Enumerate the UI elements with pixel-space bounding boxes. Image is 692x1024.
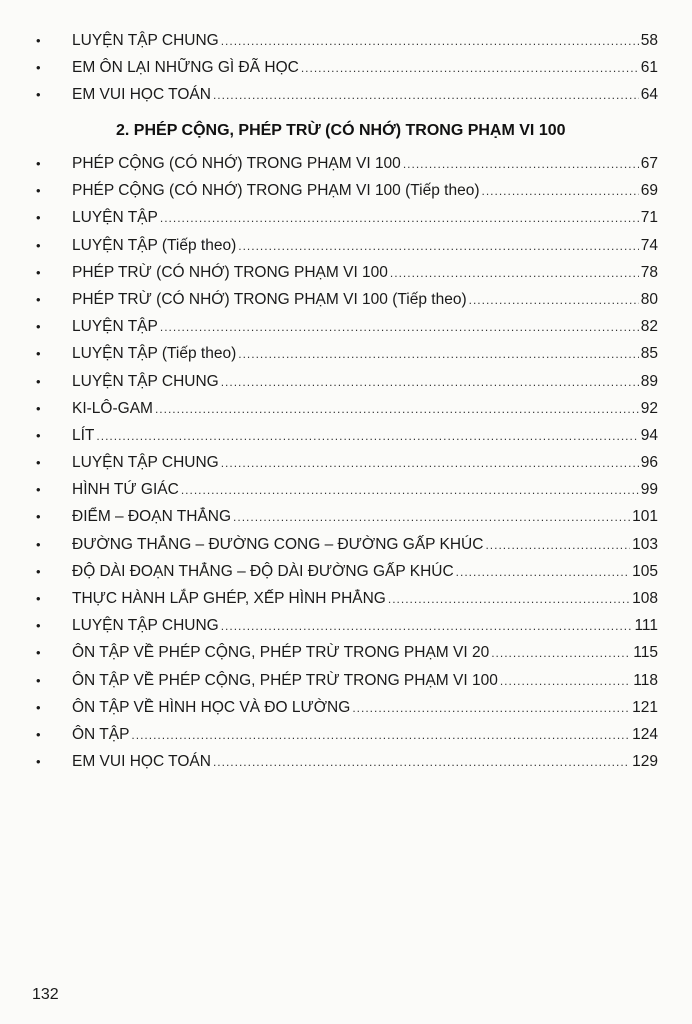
toc-entry-title: PHÉP TRỪ (CÓ NHỚ) TRONG PHẠM VI 100 [72, 263, 388, 281]
page-number: 132 [32, 986, 59, 1003]
toc-entry-title: LUYỆN TẬP CHUNG [72, 454, 219, 472]
toc-entry [36, 563, 658, 590]
bullet-icon: • [36, 373, 41, 389]
toc-entry-title: LUYỆN TẬP [72, 209, 158, 227]
toc-entry-title: KI-LÔ-GAM [72, 399, 153, 417]
bullet-icon: • [36, 509, 41, 525]
bullet-icon: • [36, 455, 41, 471]
bullet-icon: • [36, 427, 41, 443]
dot-leader [485, 538, 630, 552]
dot-leader [469, 293, 639, 307]
toc-entry-title: EM VUI HỌC TOÁN [72, 753, 211, 771]
dot-leader [213, 88, 639, 102]
bullet-icon: • [36, 156, 41, 171]
toc-entry-page: 103 [632, 535, 658, 553]
toc-entry-page: 108 [632, 590, 658, 607]
toc-entry [36, 291, 658, 318]
toc-entry-title: ĐƯỜNG THẲNG – ĐƯỜNG CONG – ĐƯỜNG GẤP KHÚC [72, 535, 484, 553]
toc-entry [36, 590, 658, 617]
dot-leader [160, 211, 639, 225]
toc-entry-page: 89 [640, 372, 658, 390]
dot-leader [221, 34, 639, 48]
toc-entry-page: 129 [632, 753, 658, 771]
toc-entry-page: 85 [640, 345, 658, 363]
toc-entry-title: ÔN TẬP VỀ PHÉP CỘNG, PHÉP TRỪ TRONG PHẠM VI 20 [72, 644, 490, 662]
dot-leader [301, 61, 639, 75]
toc-entry [36, 32, 658, 59]
toc-entry-page: 92 [640, 399, 658, 417]
toc-entry [36, 427, 658, 454]
dot-leader [390, 266, 639, 280]
dot-leader [221, 456, 639, 470]
dot-leader [155, 402, 639, 416]
toc-entry [36, 481, 658, 508]
toc-entry-title: PHÉP TRỪ (CÓ NHỚ) TRONG PHẠM VI 100 (Tiếp theo) [72, 290, 467, 308]
dot-leader [500, 674, 631, 688]
toc-entry-title: LUYỆN TẬP CHUNG [72, 372, 219, 390]
toc-entry-title: ĐỘ DÀI ĐOẠN THẲNG – ĐỘ DÀI ĐƯỜNG GẤP KHÚC [72, 562, 454, 580]
toc-entry-title: ĐIỂM – ĐOẠN THẲNG [72, 508, 232, 526]
toc-entry-page: 111 [634, 617, 658, 635]
dot-leader [221, 375, 639, 389]
toc-entry [36, 400, 658, 427]
bullet-icon: • [36, 536, 41, 552]
toc-entry-page: 99 [640, 481, 658, 499]
toc-entry-page: 80 [640, 290, 658, 308]
toc-entry [36, 318, 658, 345]
bullet-icon: • [36, 754, 41, 770]
toc-entry-title: LUYỆN TẬP (Tiếp theo) [72, 236, 237, 254]
bullet-icon: • [36, 563, 41, 579]
bullet-icon: • [36, 699, 41, 715]
dot-leader [352, 701, 630, 715]
toc-entry-title: PHÉP CỘNG (CÓ NHỚ) TRONG PHẠM VI 100 [72, 155, 401, 172]
toc-entry-title: ÔN TẬP [72, 725, 130, 743]
toc-entry-title: ÔN TẬP VỀ PHÉP CỘNG, PHÉP TRỪ TRONG PHẠM VI 100 [72, 671, 498, 689]
toc-entry-page: 74 [640, 236, 658, 254]
dot-leader [131, 728, 630, 742]
dot-leader [238, 347, 638, 361]
toc-entry [36, 182, 658, 209]
toc-entry-page: 96 [640, 454, 658, 472]
toc-entry [36, 672, 658, 699]
toc-entry [36, 155, 658, 182]
bullet-icon: • [36, 33, 41, 48]
section-heading: 2. PHÉP CỘNG, PHÉP TRỪ (CÓ NHỚ) TRONG PHẠM VI 100 [116, 122, 566, 139]
toc-entry-title: PHÉP CỘNG (CÓ NHỚ) TRONG PHẠM VI 100 (Tiếp theo) [72, 182, 480, 200]
toc-entry-title: LUYỆN TẬP CHUNG [72, 32, 219, 49]
dot-leader [388, 592, 630, 606]
dot-leader [96, 429, 638, 443]
toc-entry-page: 58 [640, 32, 658, 49]
bullet-icon: • [36, 210, 41, 226]
dot-leader [238, 239, 638, 253]
toc-entry-page: 69 [640, 182, 658, 200]
toc-entry [36, 345, 658, 372]
toc-entry-title: HÌNH TỨ GIÁC [72, 481, 179, 499]
toc-entry-title: LUYỆN TẬP CHUNG [72, 617, 219, 635]
toc-entry-page: 105 [632, 562, 658, 580]
toc-entry-page: 71 [640, 209, 658, 227]
bullet-icon: • [36, 319, 41, 335]
toc-entry-page: 82 [640, 318, 658, 336]
toc-entry-title: ÔN TẬP VỀ HÌNH HỌC VÀ ĐO LƯỜNG [72, 698, 351, 716]
toc-entry-page: 64 [640, 86, 658, 104]
toc-list-main [36, 155, 658, 780]
dot-leader [481, 184, 638, 198]
toc-entry [36, 536, 658, 563]
toc-entry [36, 726, 658, 753]
toc-entry-page: 115 [633, 644, 658, 662]
dot-leader [491, 646, 631, 660]
toc-entry-title: EM ÔN LẠI NHỮNG GÌ ĐÃ HỌC [72, 59, 299, 77]
bullet-icon: • [36, 618, 41, 634]
toc-entry-page: 67 [640, 155, 658, 172]
bullet-icon: • [36, 237, 41, 253]
toc-entry [36, 237, 658, 264]
toc-list-top [36, 32, 658, 114]
toc-entry-title: LUYỆN TẬP [72, 318, 158, 336]
bullet-icon: • [36, 87, 41, 103]
bullet-icon: • [36, 591, 41, 606]
bullet-icon: • [36, 264, 41, 280]
toc-entry [36, 644, 658, 671]
toc-entry-title: LÍT [72, 426, 95, 444]
toc-entry-page: 94 [640, 426, 658, 444]
toc-entry-page: 61 [640, 59, 658, 77]
bullet-icon: • [36, 482, 41, 498]
dot-leader [456, 565, 630, 579]
toc-entry-title: EM VUI HỌC TOÁN [72, 86, 211, 104]
toc-entry [36, 617, 658, 644]
toc-entry-title: THỰC HÀNH LẮP GHÉP, XẾP HÌNH PHẲNG [72, 590, 386, 607]
bullet-icon: • [36, 672, 41, 688]
bullet-icon: • [36, 60, 41, 76]
dot-leader [221, 619, 633, 633]
bullet-icon: • [36, 400, 41, 416]
bullet-icon: • [36, 645, 41, 661]
dot-leader [213, 755, 630, 769]
dot-leader [403, 157, 639, 171]
toc-entry-page: 78 [640, 263, 658, 281]
bullet-icon: • [36, 183, 41, 199]
toc-entry [36, 454, 658, 481]
dot-leader [181, 483, 639, 497]
toc-entry-page: 124 [632, 725, 658, 743]
toc-entry [36, 59, 658, 86]
toc-entry [36, 508, 658, 535]
toc-entry [36, 209, 658, 236]
toc-entry-page: 101 [632, 508, 658, 526]
toc-entry-page: 121 [632, 698, 658, 716]
bullet-icon: • [36, 291, 41, 307]
toc-entry [36, 86, 658, 113]
dot-leader [160, 320, 639, 334]
toc-entry-page: 118 [633, 671, 658, 689]
bullet-icon: • [36, 346, 41, 362]
bullet-icon: • [36, 726, 41, 742]
toc-entry [36, 373, 658, 400]
toc-entry [36, 699, 658, 726]
toc-entry [36, 753, 658, 780]
toc-entry [36, 264, 658, 291]
toc-entry-title: LUYỆN TẬP (Tiếp theo) [72, 345, 237, 363]
dot-leader [233, 510, 630, 524]
